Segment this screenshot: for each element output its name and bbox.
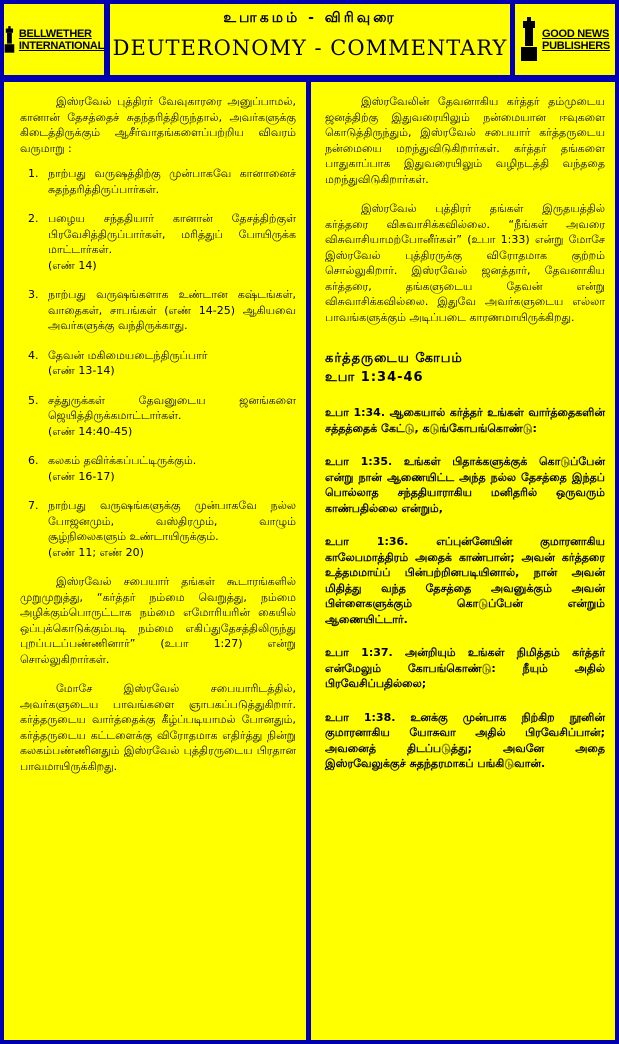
paragraph-unbelief: இஸ்ரவேல் புத்திரர் தங்கள் இருதயத்தில் கர்த்தரை விசுவாசிக்கவில்லை. “நீங்கள் அவரை விசுவாசியாமற்போனீர்கள்” (உபா 1:33) என்று மோசே இஸ்ரவேல் புத்திரருக்கு விரோதமாக குற்றம் சொல்லுகிறார். இஸ்ரவேல் ஜனத்தார், தேவனாகிய கர்த்தரை, தங்களுடைய தேவன் என்று விசுவாசிக்கவில்லை. இதுவே அவர்களுடைய எல்லா பாவங்களுக்கும் அடிப்படை காரணமாயிருக்கிறது. bbox=[325, 202, 605, 324]
paragraph-sins: மோசே இஸ்ரவேல் சபையாரிடத்தில், அவர்களுடைய பாவங்களை ஞாபகப்படுத்துகிறார். கர்த்தருடைய வார்த்தைக்கு கீழ்ப்படியாமல் போனதும், கர்த்தருடைய கட்டளைக்கு விரோதமாக எதிர்த்து நின்று கலகம்பண்ணினதும் இஸ்ரவேல் புத்திரருடைய பிரதான பாவமாயிருக்கிறது. bbox=[20, 682, 296, 773]
list-ref: (எண் 13-14) bbox=[48, 364, 115, 377]
logo-line-1: BELLWETHER bbox=[18, 27, 92, 40]
list-number: 7. bbox=[28, 499, 39, 512]
title-english: DEUTERONOMY - COMMENTARY bbox=[112, 36, 508, 60]
verse-37: உபா 1:37. அன்றியும் உங்கள் நிமித்தம் கர்த்தர் என்மேலும் கோபங்கொண்டு: நீயும் அதில் பிரவேசிப்பதில்லை; bbox=[325, 646, 605, 690]
good-news-logo bbox=[515, 4, 615, 75]
logo-line-2: INTERNATIONAL bbox=[18, 39, 104, 52]
right-column bbox=[311, 82, 615, 1040]
heading-title: கர்த்தருடைய கோபம் bbox=[325, 351, 463, 366]
logo-line-1: GOOD NEWS bbox=[542, 27, 610, 40]
list-item bbox=[28, 393, 296, 440]
list-ref: (எண் 16-17) bbox=[48, 469, 115, 483]
list-text: நாற்பது வருஷங்களுக்கு முன்பாகவே நல்ல போஜனமும், வஸ்திரமும், வாழும் சூழ்நிலைகளும் உண்டாயிருக்கும். bbox=[48, 499, 296, 543]
list-text: பழைய சந்ததியார் கானான் தேசத்திற்குள் பிரவேசித்திருப்பார்கள், மரித்துப் போயிருக்க மாட்டார்கள். bbox=[48, 212, 296, 256]
list-number: 3. bbox=[28, 288, 39, 301]
list-ref: (எண் 11; எண் 20) bbox=[48, 545, 144, 559]
title-banner bbox=[110, 4, 510, 75]
list-ref: (எண் 14:40-45) bbox=[48, 424, 133, 438]
list-text: சத்துருக்கள் தேவனுடைய ஜனங்களை ஜெயித்திருக்கமாட்டார்கள். bbox=[48, 393, 296, 422]
verse-38: உபா 1:38. உனக்கு முன்பாக நிற்கிற நூனின் குமாரனாகிய யோசுவா அதில் பிரவேசிப்பான்; அவனைத் திடப்படுத்து; அவனே அதை இஸ்ரவேலுக்குச் சுதந்தரமாகப் பங்கிடுவான். bbox=[325, 710, 605, 770]
list-number: 5. bbox=[28, 393, 39, 407]
list-item bbox=[28, 348, 296, 379]
verse-34: உபா 1:34. ஆகையால் கர்த்தர் உங்கள் வார்த்தைகளின் சத்தத்தைக் கேட்டு, கடுங்கோபங்கொண்டு: bbox=[325, 406, 605, 435]
list-text: தேவன் மகிமையடைந்திருப்பார் bbox=[48, 348, 208, 362]
list-text: நாற்பது வருஷத்திற்கு முன்பாகவே கானானைச் சுதந்தரித்திருப்பார்கள். bbox=[48, 167, 296, 196]
heading-reference: உபா 1:34-46 bbox=[325, 370, 424, 385]
intro-paragraph: இஸ்ரவேல் புத்திரர் வேவுகாரரை அனுப்பாமல், கானான் தேசத்தைச் சுதந்தரித்திருந்தால், அவர்களுக்கு கிடைத்திருக்கும் ஆசீர்வாதங்களைப்பற்றிய விவரம் வருமாறு : bbox=[20, 95, 296, 155]
verse-35: உபா 1:35. உங்கள் பிதாக்களுக்குக் கொடுப்பேன் என்று நான் ஆணையிட்ட அந்த நல்ல தேசத்தை இந்தப் பொல்லாத சந்ததியாராகிய மனிதரில் ஒருவரும் காண்பதில்லை என்றும், bbox=[325, 455, 605, 515]
paragraph-murmuring: இஸ்ரவேல் சபையார் தங்கள் கூடாரங்களில் முறுமுறுத்து, “கர்த்தர் நம்மை வெறுத்து, நம்மை அழிக்கும்பொருட்டாக நம்மை எமோரியரின் கையில் ஒப்புக்கொடுக்கும்படி நம்மை எகிப்துதேசத்திலிருந்து புறப்படப்பண்ணினார்” (உபா 1:27) என்று சொல்லுகிறார்கள். bbox=[20, 575, 296, 666]
bellwether-logo bbox=[4, 4, 104, 75]
left-column bbox=[4, 82, 306, 1040]
list-number: 4. bbox=[28, 348, 39, 362]
list-text: நாற்பது வருஷங்களாக உண்டான கஷ்டங்கள், வாதைகள், சாபங்கள் (எண் 14-25) ஆகியவை அவர்களுக்கு வந்திருக்காது. bbox=[48, 288, 296, 332]
section-heading bbox=[325, 349, 605, 387]
paragraph-forgetting: இஸ்ரவேலின் தேவனாகிய கர்த்தர் தம்முடைய ஜனத்திற்கு இதுவரையிலும் நன்மையான ஈவுகளை கொடுத்திருந்தும், இஸ்ரவேல் சபையார் கர்த்தருடைய நன்மையை மறந்துவிடுகிறார்கள். கர்த்தர் தங்களை பாதுகாப்பாக இதுவரையிலும் வழிநடத்தி வந்ததை மறந்துவிடுகிறார்கள். bbox=[325, 95, 605, 186]
verse-36: உபா 1:36. எப்புன்னேயின் குமாரனாகிய காலேபமாத்திரம் அதைக் காண்பான்; அவன் கர்த்தரை உத்தமமாய்ப் பின்பற்றினபடியினால், நான் அவன் மிதித்து வந்த தேசத்தை அவனுக்கும் அவன் பிள்ளைகளுக்கும் கொடுப்பேன் என்றும் ஆணையிட்டார். bbox=[325, 535, 605, 626]
logo-line-2: PUBLISHERS bbox=[542, 39, 610, 52]
title-tamil: உபாகமம் - விரிவுரை bbox=[223, 10, 397, 26]
list-number: 2. bbox=[28, 212, 39, 225]
bellwether-icon bbox=[520, 17, 538, 63]
list-item bbox=[28, 287, 296, 334]
bellwether-icon bbox=[4, 17, 15, 63]
list-item bbox=[28, 498, 296, 560]
list-item bbox=[28, 211, 296, 273]
list-number: 1. bbox=[28, 167, 39, 180]
list-number: 6. bbox=[28, 454, 39, 467]
list-item bbox=[28, 166, 296, 197]
list-text: கலகம் தவிர்க்கப்பட்டிருக்கும். bbox=[48, 454, 197, 467]
list-item bbox=[28, 453, 296, 484]
list-ref: (எண் 14) bbox=[48, 258, 97, 272]
blessings-list bbox=[20, 166, 296, 560]
